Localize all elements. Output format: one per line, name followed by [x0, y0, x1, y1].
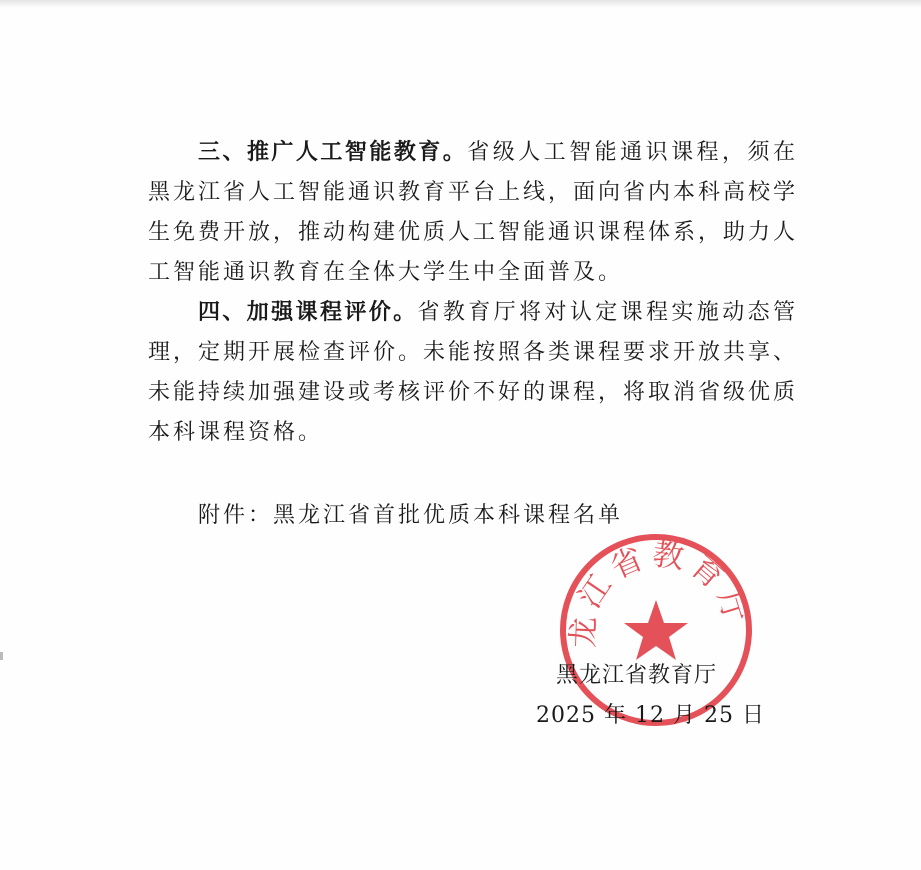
section-4-heading: 四、加强课程评价。	[198, 300, 418, 325]
section-3-paragraph	[148, 133, 798, 293]
scan-top-edge	[0, 0, 921, 7]
seal-star-icon	[624, 600, 688, 660]
section-4-body: 省教育厅将对认定课程实施动态管理，定期开展检查评价。未能按照各类课程要求开放共享、未能持续加强建设或考核评价不好的课程，将取消省级优质本科课程资格。	[148, 300, 799, 445]
issue-date: 2025 年 12 月 25 日	[536, 703, 765, 728]
attachment-line: 附件：黑龙江省首批优质本科课程名单	[198, 503, 624, 528]
section-3-heading: 三、推广人工智能教育。	[198, 140, 468, 165]
scan-margin-mark	[0, 652, 3, 660]
section-4-paragraph	[148, 293, 798, 453]
signer-name: 黑龙江省教育厅	[556, 663, 718, 688]
section-3-body: 省级人工智能通识课程，须在黑龙江省人工智能通识教育平台上线，面向省内本科高校学生免费开放，推动构建优质人工智能通识课程体系，助力人工智能通识教育在全体大学生中全面普及。	[148, 140, 799, 285]
seal-lettering: 龙江省教育厅	[565, 536, 756, 649]
